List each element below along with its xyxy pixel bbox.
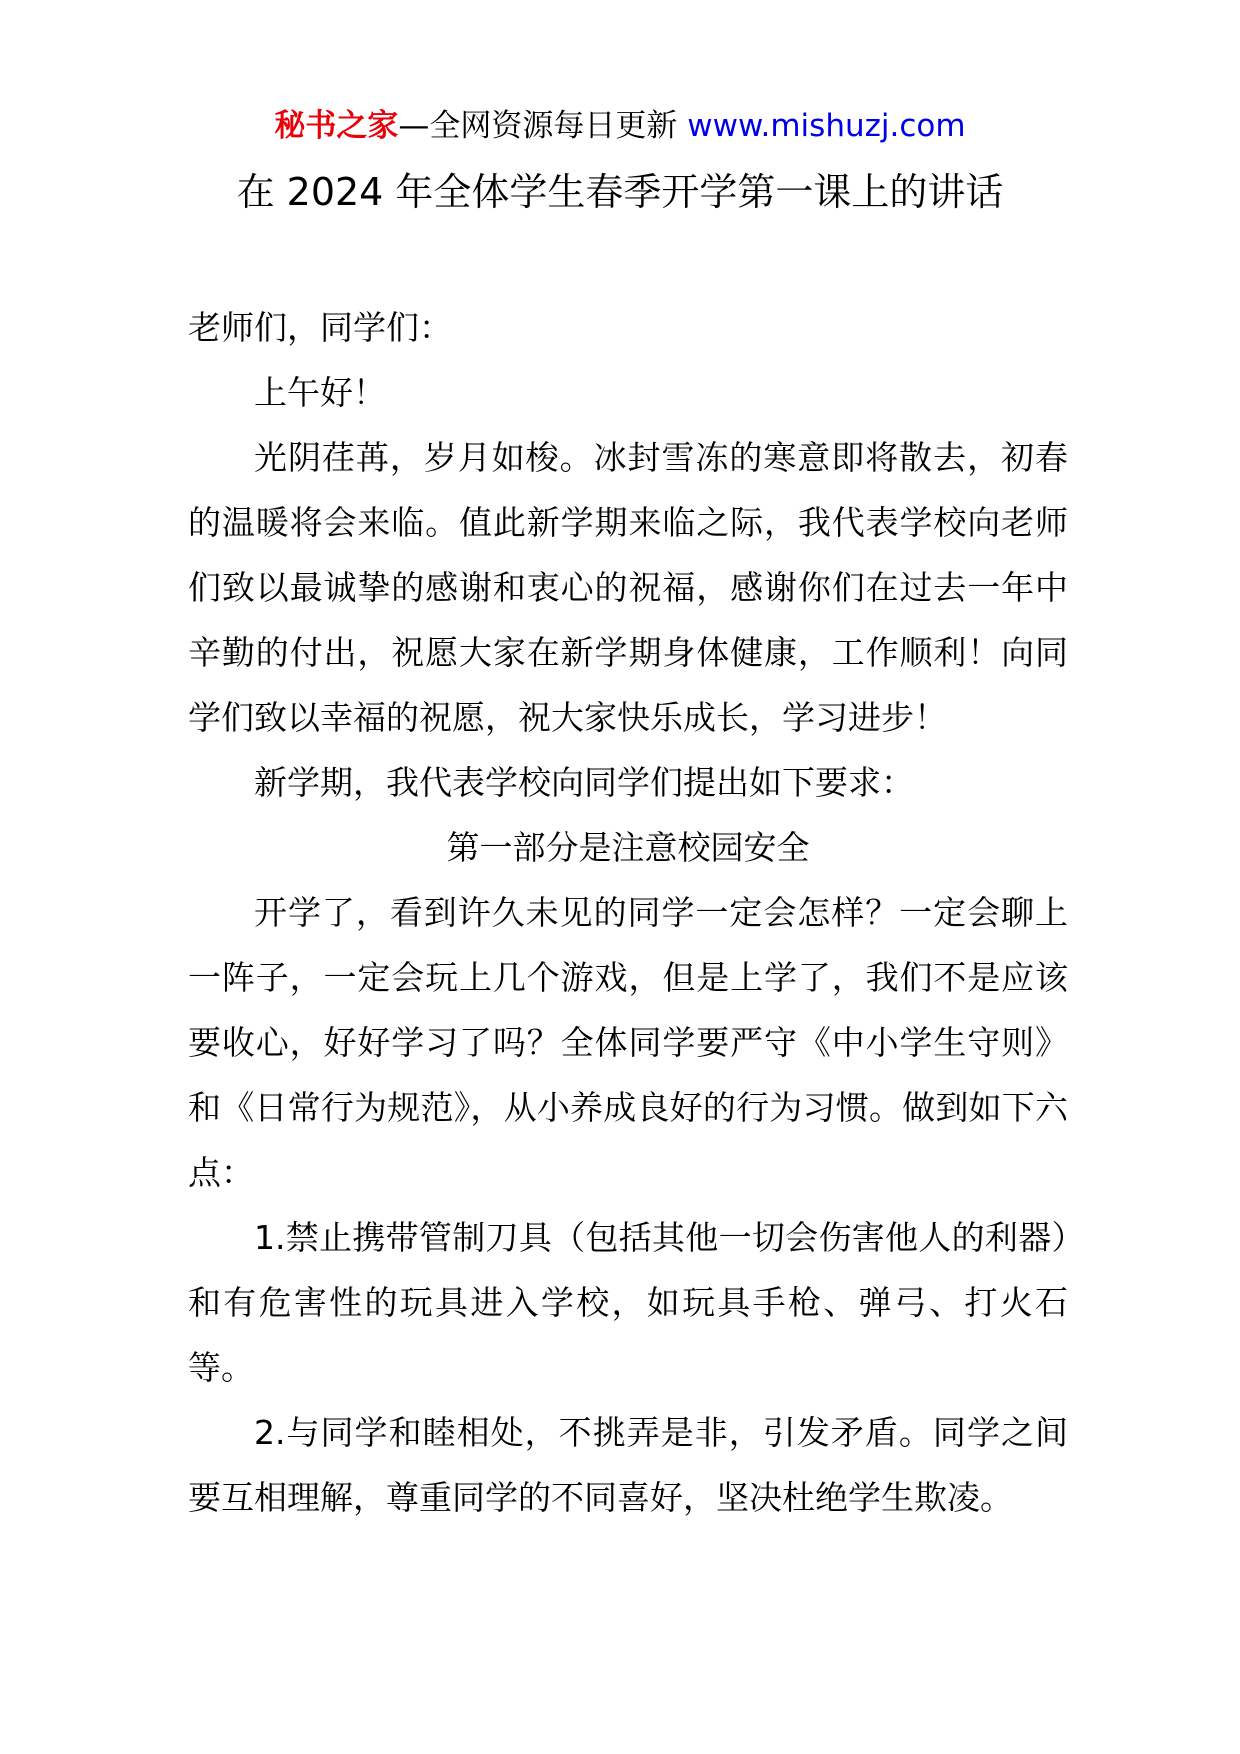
- section-heading: 第一部分是注意校园安全: [446, 828, 810, 867]
- document-title: 在 2024 年全体学生春季开学第一课上的讲话: [236, 170, 1004, 214]
- banner-tagline: —全网资源每日更新: [398, 108, 688, 144]
- greeting: 上午好！: [254, 373, 386, 412]
- paragraph-requirements-intro: 新学期，我代表学校向同学们提出如下要求：: [254, 763, 914, 802]
- paragraph-opening: 光阴荏苒，岁月如梭。冰封雪冻的寒意即将散去，初春的温暖将会来临。值此新学期来临之际，我代表学校向老师们致以最诚挚的感谢和衷心的祝福，感谢你们在过去一年中辛勤的付出，祝愿大家在新学期身体健康，工作顺利！向同学们致以幸福的祝愿，祝大家快乐成长，学习进步！: [188, 438, 1068, 737]
- list-item-1: 1.禁止携带管制刀具（包括其他一切会伤害他人的利器）和有危害性的玩具进入学校，如玩具手枪、弹弓、打火石等。: [188, 1218, 1068, 1387]
- brand-name: 秘书之家: [274, 108, 399, 144]
- header-banner: [0, 98, 1240, 154]
- document-body: [188, 295, 1068, 1530]
- site-url-link[interactable]: www.mishuzj.com: [687, 108, 966, 144]
- paragraph-school-rules: 开学了，看到许久未见的同学一定会怎样？一定会聊上一阵子，一定会玩上几个游戏，但是上学了，我们不是应该要收心，好好学习了吗？全体同学要严守《中小学生守则》和《日常行为规范》，从小养成良好的行为习惯。做到如下六点：: [188, 893, 1068, 1192]
- salutation: 老师们，同学们：: [188, 308, 452, 347]
- list-item-2: 2.与同学和睦相处，不挑弄是非，引发矛盾。同学之间要互相理解，尊重同学的不同喜好，坚决杜绝学生欺凌。: [188, 1413, 1068, 1517]
